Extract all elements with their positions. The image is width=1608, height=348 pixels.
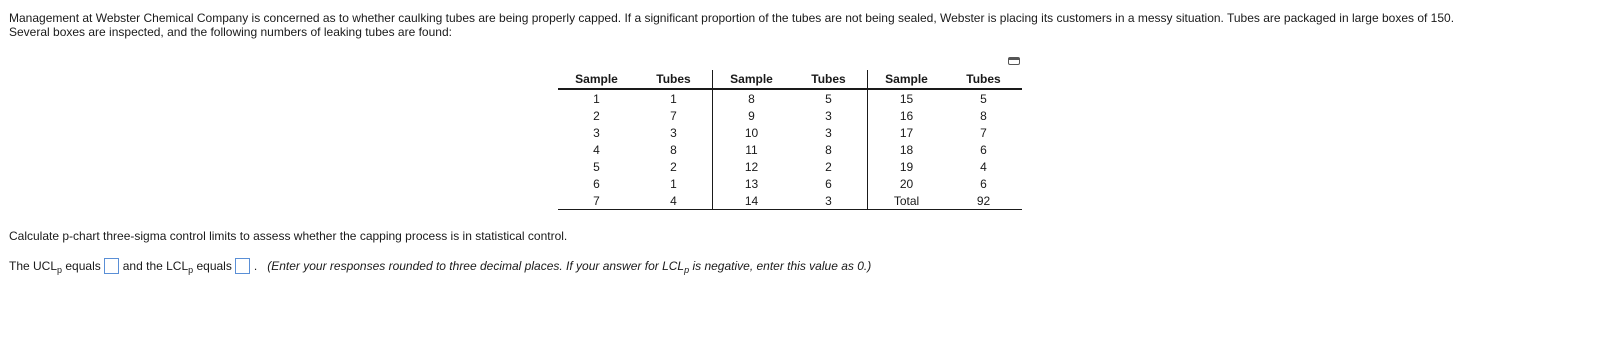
column-header-sample: Sample <box>868 70 946 89</box>
table-cell: 4 <box>635 192 713 210</box>
table-cell: 9 <box>713 107 791 124</box>
question-text: Calculate p-chart three-sigma control limits to assess whether the capping process is in statistical control. <box>9 229 568 243</box>
answer-period: . <box>253 259 258 273</box>
table-cell: 8 <box>825 142 832 157</box>
lcl-answer-input[interactable] <box>235 258 250 274</box>
table-row <box>558 141 1022 158</box>
table-cell: 4 <box>593 142 600 157</box>
table-cell-total-label: Total <box>868 192 946 210</box>
table-cell: 5 <box>593 159 600 174</box>
table-cell-total-value: 92 <box>945 192 1022 210</box>
table-cell: 16 <box>868 107 946 124</box>
answer-instructions <box>267 259 871 273</box>
table-cell: 6 <box>980 142 987 157</box>
ucl-equals-text: equals <box>62 259 101 273</box>
table-row <box>558 158 1022 175</box>
table-cell: 1 <box>670 91 677 106</box>
table-cell: 1 <box>670 176 677 191</box>
column-header-tubes: Tubes <box>635 70 713 89</box>
copy-to-clipboard-icon[interactable] <box>1008 57 1020 67</box>
hint-text-part2: is negative, enter this value as 0.) <box>689 259 872 273</box>
hint-text-part1: (Enter your responses rounded to three decimal places. If your answer for LCL <box>267 259 685 273</box>
problem-intro-line2: Several boxes are inspected, and the following numbers of leaking tubes are found: <box>9 25 452 39</box>
column-header-tubes: Tubes <box>790 70 868 89</box>
table-row <box>558 107 1022 124</box>
table-cell: 12 <box>713 158 791 175</box>
table-cell: 2 <box>825 159 832 174</box>
table-cell: 2 <box>670 159 677 174</box>
table-cell: 3 <box>825 108 832 123</box>
table-header-row <box>558 70 1022 89</box>
lcl-equals-text: equals <box>193 259 232 273</box>
leaking-tubes-table <box>558 70 1022 210</box>
table-cell: 4 <box>980 159 987 174</box>
column-header-sample: Sample <box>713 70 791 89</box>
table-cell: 11 <box>713 141 791 158</box>
table-cell: 3 <box>790 192 868 210</box>
table-cell: 7 <box>558 192 635 210</box>
table-cell: 7 <box>980 125 987 140</box>
table-cell: 6 <box>593 176 600 191</box>
column-header-sample: Sample <box>558 70 635 89</box>
table-cell: 8 <box>670 142 677 157</box>
table-cell: 5 <box>980 91 987 106</box>
ucl-answer-input[interactable] <box>104 258 119 274</box>
lcl-subscript: p <box>188 265 194 275</box>
lcl-label-text: and the LCL <box>122 259 189 273</box>
table-row <box>558 175 1022 192</box>
table-cell: 20 <box>868 175 946 192</box>
table-row <box>558 89 1022 107</box>
table-cell: 14 <box>713 192 791 210</box>
table-cell: 5 <box>825 91 832 106</box>
ucl-label <box>9 259 101 273</box>
table-cell: 6 <box>825 176 832 191</box>
table-cell: 8 <box>713 89 791 107</box>
table-cell: 1 <box>593 91 600 106</box>
problem-intro-line1: Management at Webster Chemical Company is concerned as to whether caulking tubes are being properly capped. If a significant proportion of the tubes are not being sealed, Webster is placing its customers in a messy situation. Tubes are packaged in large boxes of 150. <box>9 11 1455 25</box>
hint-subscript: p <box>684 265 690 275</box>
ucl-subscript: p <box>57 265 63 275</box>
table-row <box>558 192 1022 210</box>
table-cell: 6 <box>980 176 987 191</box>
table-cell: 3 <box>670 125 677 140</box>
table-cell: 8 <box>980 108 987 123</box>
table-cell: 7 <box>670 108 677 123</box>
table-cell: 3 <box>593 125 600 140</box>
table-cell: 15 <box>868 89 946 107</box>
table-cell: 17 <box>868 124 946 141</box>
answer-line <box>9 258 871 274</box>
table-cell: 2 <box>593 108 600 123</box>
table-cell: 10 <box>713 124 791 141</box>
problem-statement <box>9 11 1589 39</box>
ucl-label-text: The UCL <box>9 259 58 273</box>
column-header-tubes: Tubes <box>945 70 1022 89</box>
table-cell: 13 <box>713 175 791 192</box>
table-cell: 3 <box>825 125 832 140</box>
table-row <box>558 124 1022 141</box>
lcl-label <box>123 259 232 273</box>
table-cell: 18 <box>868 141 946 158</box>
table-cell: 19 <box>868 158 946 175</box>
